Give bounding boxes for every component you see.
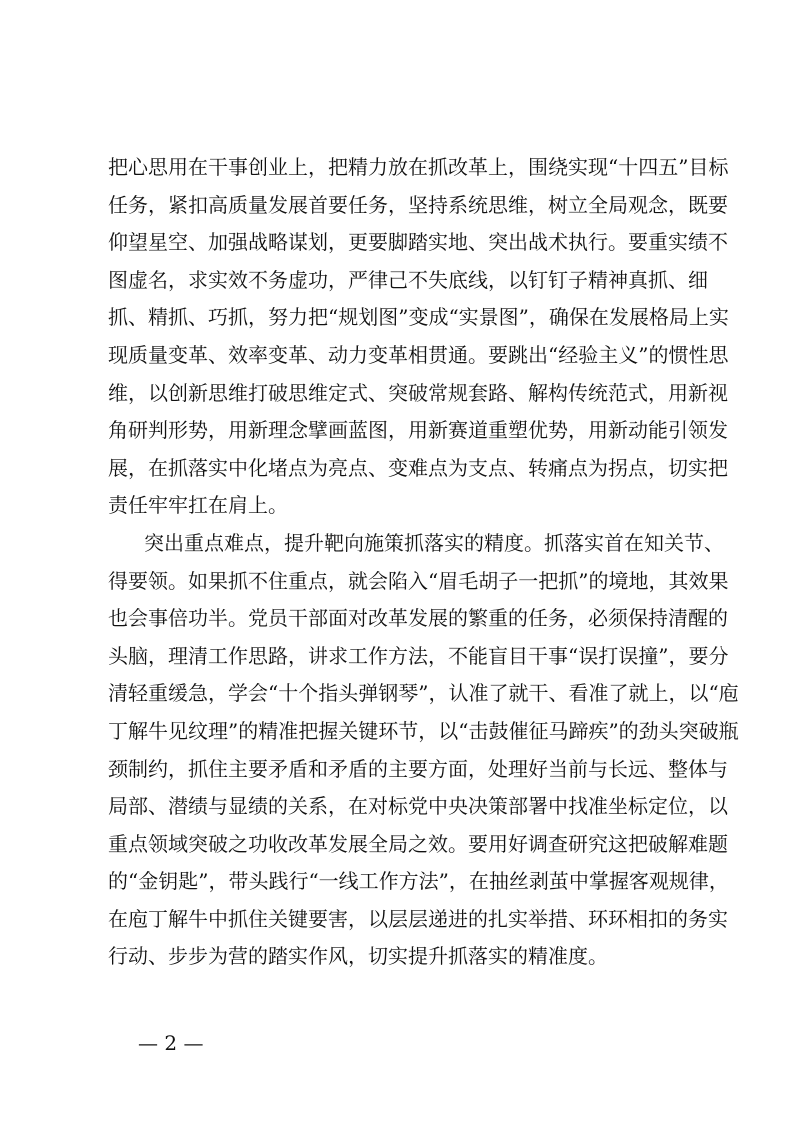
paragraph-2-line-10: 的“金钥匙”，带头践行“一线工作方法”，在抽丝剥茧中掌握客观规律， <box>108 869 729 894</box>
paragraph-2-line-3: 也会事倍功半。党员干部面对改革发展的繁重的任务，必须保持清醒的 <box>108 606 728 631</box>
paragraph-2-line-8: 局部、潜绩与显绩的关系，在对标党中央决策部署中找准坐标定位，以 <box>108 794 728 819</box>
paragraph-1-line-2: 任务，紧扣高质量发展首要任务，坚持系统思维，树立全局观念，既要 <box>108 192 728 217</box>
paragraph-2-line-6: 丁解牛见纹理”的精准把握关键环节，以“击鼓催征马蹄疾”的劲头突破瓶 <box>108 718 739 743</box>
paragraph-2-line-12: 行动、步步为营的踏实作风，切实提升抓落实的精准度。 <box>108 944 608 969</box>
paragraph-2-line-4: 头脑，理清工作思路，讲求工作方法，不能盲目干事“误打误撞”，要分 <box>108 643 729 668</box>
paragraph-1-line-4: 图虚名，求实效不务虚功，严律己不失底线，以钉钉子精神真抓、细 <box>108 267 708 292</box>
paragraph-2-line-5: 清轻重缓急，学会“十个指头弹钢琴”，认准了就干、看准了就上，以“庖 <box>108 681 739 706</box>
paragraph-2-line-2: 得要领。如果抓不住重点，就会陷入“眉毛胡子一把抓”的境地，其效果 <box>108 568 729 593</box>
paragraph-1-line-1: 把心思用在干事创业上，把精力放在抓改革上，围绕实现“十四五”目标 <box>108 155 729 179</box>
paragraph-2-line-9: 重点领域突破之功收改革发展全局之效。要用好调查研究这把破解难题 <box>108 831 728 856</box>
paragraph-1-line-3: 仰望星空、加强战略谋划，更要脚踏实地、突出战术执行。要重实绩不 <box>108 230 728 255</box>
page-number: — 2 — <box>138 1031 204 1055</box>
paragraph-1-line-10: 责任牢牢扛在肩上。 <box>108 493 288 518</box>
paragraph-2-line-11: 在庖丁解牛中抓住关键要害，以层层递进的扎实举措、环环相扣的务实 <box>108 906 728 931</box>
document-body <box>108 149 739 976</box>
paragraph-1-line-9: 展，在抓落实中化堵点为亮点、变难点为支点、转痛点为拐点，切实把 <box>108 455 728 480</box>
paragraph-1-line-6: 现质量变革、效率变革、动力变革相贯通。要跳出“经验主义”的惯性思 <box>108 342 729 367</box>
paragraph-1-line-8: 角研判形势，用新理念擘画蓝图，用新赛道重塑优势，用新动能引领发 <box>108 418 728 443</box>
paragraph-2-line-1: 突出重点难点，提升靶向施策抓落实的精度。抓落实首在知关节、 <box>144 530 724 555</box>
paragraph-2-line-7: 颈制约，抓住主要矛盾和矛盾的主要方面，处理好当前与长远、整体与 <box>108 756 728 781</box>
paragraph-1-line-5: 抓、精抓、巧抓，努力把“规划图”变成“实景图”，确保在发展格局上实 <box>108 305 729 330</box>
paragraph-1-line-7: 维，以创新思维打破思维定式、突破常规套路、解构传统范式，用新视 <box>108 380 728 405</box>
